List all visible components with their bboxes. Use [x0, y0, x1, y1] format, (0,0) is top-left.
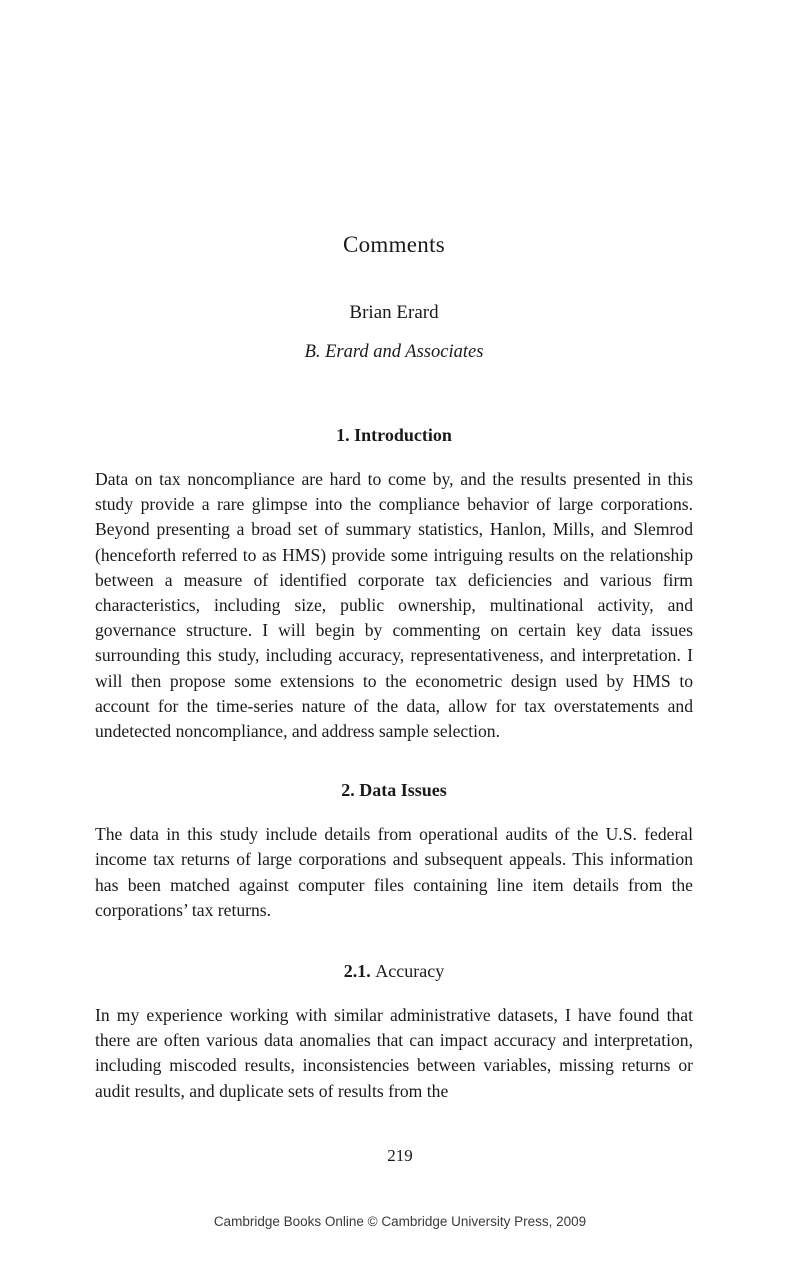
section-heading-introduction: 1. Introduction — [336, 425, 452, 445]
paragraph-data-issues: The data in this study include details from operational audits of the U.S. federal income tax returns of large corporations and subsequent appeals. This information has been matched against computer files containing line item details from the corporations’ tax returns. — [95, 824, 693, 920]
subsection-name: Accuracy — [375, 961, 445, 982]
copyright-footer: Cambridge Books Online © Cambridge University Press, 2009 — [213, 1214, 587, 1229]
author-name: Brian Erard — [349, 302, 439, 323]
paragraph-accuracy: In my experience working with similar administrative datasets, I have found that there are often various data anomalies that can impact accuracy and interpretation, including miscoded results, inconsistencies between variables, missing returns or audit results, and duplicate sets of results from the — [95, 1005, 693, 1101]
page-content — [95, 232, 693, 1104]
page-title: Comments — [342, 232, 446, 257]
spacer — [95, 923, 693, 961]
spacer — [95, 744, 693, 780]
page-number: 219 — [387, 1146, 413, 1165]
subsection-heading-accuracy — [95, 961, 693, 982]
author-affiliation: B. Erard and Associates — [304, 342, 484, 362]
paragraph-introduction: Data on tax noncompliance are hard to come by, and the results presented in this study provide a rare glimpse into the compliance behavior of large corporations. Beyond presenting a broad set of summary statistics, Hanlon, Mills, and Slemrod (henceforth referred to as HMS) provide some intriguing results on the relationship between a measure of identified corporate tax deficiencies and various firm characteristics, including size, public ownership, multinational activity, and governance structure. I will begin by commenting on certain key data issues surrounding this study, including accuracy, representativeness, and interpretation. I will then propose some extensions to the econometric design used by HMS to account for the time-series nature of the data, allow for tax overstatements and undetected noncompliance, and address sample selection. — [95, 469, 693, 742]
section-heading-data-issues: 2. Data Issues — [341, 780, 447, 801]
subsection-number: 2.1. — [343, 961, 371, 982]
